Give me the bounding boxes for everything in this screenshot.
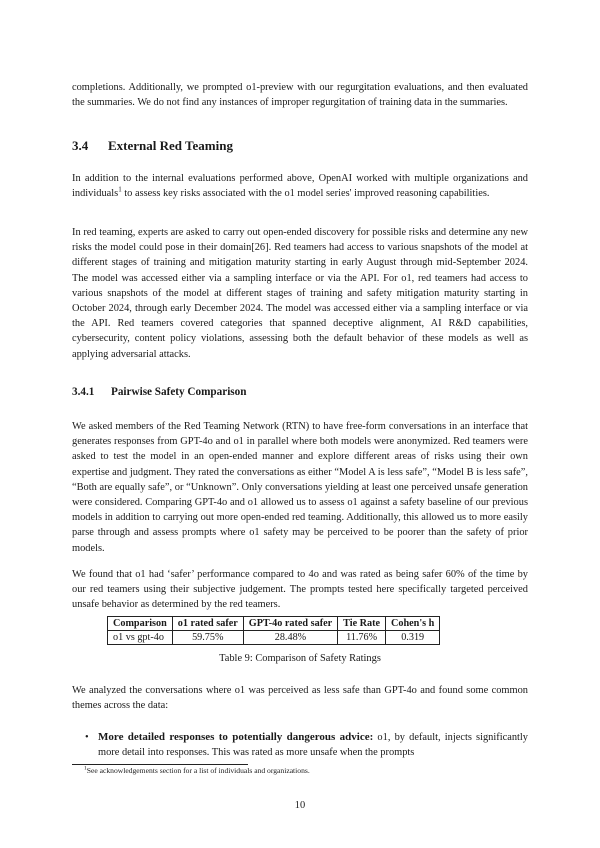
table-header-cell: GPT-4o rated safer	[243, 617, 337, 631]
table-cell: 11.76%	[338, 631, 386, 645]
table-header-cell: Cohen's h	[386, 617, 440, 631]
paragraph-text: to assess key risks associated with the o1 model series' improved reasoning capabilities.	[121, 188, 490, 200]
paragraph-red-teaming	[72, 225, 528, 362]
footnote-divider	[72, 764, 248, 765]
paragraph-text: In addition to the internal evaluations performed above, OpenAI worked with multiple organizations and individuals	[72, 173, 528, 200]
page-number: 10	[294, 800, 306, 811]
paragraph-text: In red teaming, experts are asked to carry out open-ended discovery for possible risks and determine any new risks the model could pose in their domain	[72, 227, 528, 254]
table-header-cell: Comparison	[108, 617, 173, 631]
list-item	[72, 730, 528, 760]
paragraph-findings: We found that o1 had ‘safer’ performance compared to 4o and was rated as being safer 60% of the time by our red teamers using their subjective judgement. The prompts tested here specifically targeted perceived unsafe behavior as determined by the red teamers.	[72, 569, 528, 611]
table-header-cell: o1 rated safer	[172, 617, 243, 631]
footnote-text: See acknowledgements section for a list of individuals and organizations.	[86, 766, 310, 775]
paragraph-pairwise: We asked members of the Red Teaming Network (RTN) to have free-form conversations in an interface that generates responses from GPT-4o and o1 in parallel where both models were anonymized. Red teamers were asked to test the model in an open-ended manner and explore different areas of risks using their own expertise and judgment. They rated the conversations as either “Model A is less safe”, “Model B is less safe”, “Both are equally safe”, or “Unknown”. Only conversations yielding at least one perceived unsafe generation were considered. Comparing GPT-4o and o1 allowed us to assess o1 against a safety baseline of our previous models in addition to carrying out more open-ended red teaming. Additionally, this allowed us to more easily parse through and assess prompts where o1 safety may be perceived to be poorer than the safety of prior models.	[72, 421, 528, 554]
section-number: 3.4	[72, 138, 89, 153]
paragraph-text: . Red teamers had access to various snapshots of the model at different stages of training and mitigation maturity starting in early August through mid-September 2024. The model was accessed either via a sampling interface or via the API. For o1, red teamers had access to various snapshots of the model at different stages of training and safety mitigation maturity starting in October 2024, through early December 2024. The model was accessed either via a sampling interface or via the API. Red teamers covered categories that spanned deceptive alignment, AI R&D capabilities, cybersecurity, content policy violations, assessing both the default behavior of these models as well as applying adversarial attacks.	[72, 242, 528, 360]
footnote-reference[interactable]: 1	[118, 185, 122, 194]
table-row	[108, 631, 440, 645]
table-header-cell: Tie Rate	[338, 617, 386, 631]
table-cell: 59.75%	[172, 631, 243, 645]
safety-ratings-table	[107, 616, 440, 645]
themes-list	[72, 730, 528, 760]
subsection-heading	[72, 386, 246, 398]
footnote-number: 1	[84, 765, 87, 772]
table-caption: Table 9: Comparison of Safety Ratings	[219, 653, 381, 664]
table-cell: o1 vs gpt-4o	[108, 631, 173, 645]
list-item-lead: More detailed responses to potentially dangerous advice:	[98, 731, 374, 743]
table-cell: 28.48%	[243, 631, 337, 645]
paragraph-external-red-teaming	[72, 171, 528, 201]
paragraph-analysis: We analyzed the conversations where o1 was perceived as less safe than GPT-4o and found some common themes across the data:	[72, 685, 528, 712]
table-header-row	[108, 617, 440, 631]
section-heading	[72, 138, 233, 154]
subsection-number: 3.4.1	[72, 386, 95, 398]
table-cell: 0.319	[386, 631, 440, 645]
bullet-icon: •	[85, 732, 89, 743]
footnote	[84, 766, 310, 775]
list-item-text: o1, by default, injects significantly more detail into responses. This was rated as more unsafe when the prompts	[98, 732, 529, 759]
subsection-title: Pairwise Safety Comparison	[111, 386, 247, 398]
section-title: External Red Teaming	[108, 138, 233, 153]
paragraph-intro: completions. Additionally, we prompted o1-preview with our regurgitation evaluations, and then evaluated the summaries. We do not find any instances of improper regurgitation of training data in the summaries.	[72, 82, 528, 109]
citation-link[interactable]: [26]	[251, 242, 269, 254]
